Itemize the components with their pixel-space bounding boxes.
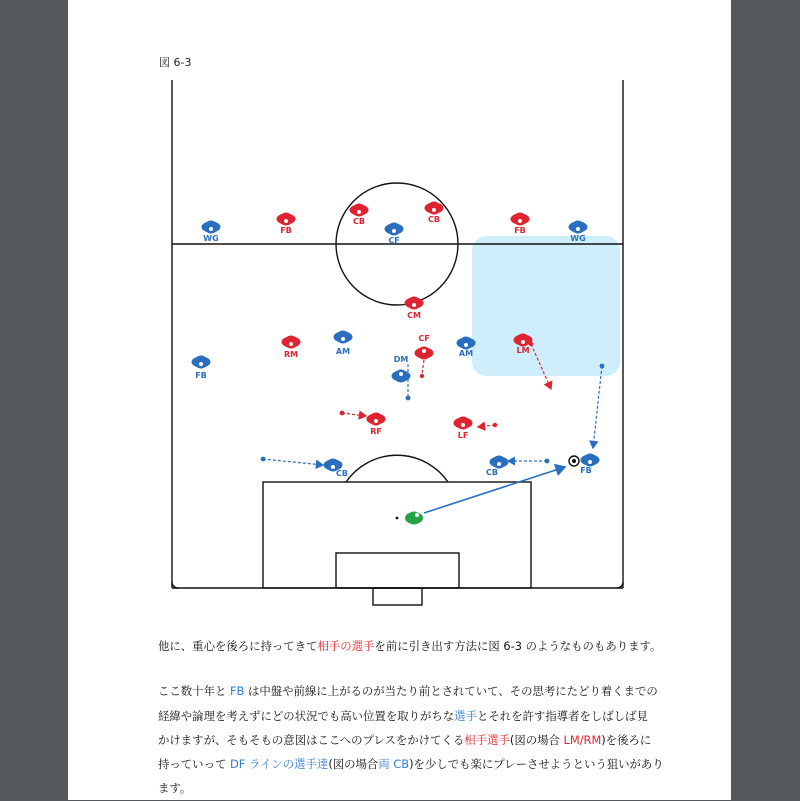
player-label: FB — [195, 371, 207, 380]
player-label: AM — [335, 347, 351, 356]
player-label: FB — [580, 466, 592, 475]
player-cb-red-right — [425, 202, 444, 225]
paragraph-2-line-3: かけますが、そもそもの意図はここへのプレスをかけてくる相手選手(図の場合 LM/RM)を後ろに — [158, 733, 652, 747]
player-label: CF — [418, 334, 430, 343]
document-page — [68, 0, 731, 800]
player-label: WG — [570, 234, 586, 243]
highlight-zone — [472, 236, 620, 376]
player-label: DM — [393, 355, 409, 364]
player-am-left — [334, 331, 353, 357]
player-cb-red-left — [350, 204, 369, 227]
paragraph-2-line-1: ここ数十年と FB は中盤や前線に上がるのが当たり前とされていて、その思考にたどり着くまでの — [158, 684, 658, 698]
player-label: RF — [370, 427, 382, 436]
player-label: AM — [458, 349, 474, 358]
player-label: CF — [388, 236, 400, 245]
player-wg-left — [202, 221, 221, 244]
paragraph-2-line-2: 経緯や論理を考えずにどの状況でも高い位置を取りがちな選手とそれを許す指導者をしばしば見 — [158, 709, 648, 723]
paragraph-2-line-4: 持っていって DF ラインの選手達(図の場合両 CB)を少しでも楽にプレーさせようという狙いがあり — [158, 757, 664, 771]
goalkeeper — [405, 512, 423, 525]
player-fb-left — [192, 356, 211, 381]
player-label: RM — [283, 350, 299, 359]
player-label: FB — [280, 226, 292, 235]
player-label: LM — [516, 346, 530, 355]
player-dm-blue — [392, 355, 411, 383]
player-cf-red — [415, 334, 434, 360]
player-rm-red — [282, 336, 301, 360]
ball-marker-dot — [396, 517, 399, 520]
player-label: CB — [486, 468, 498, 477]
player-fb-right — [580, 454, 599, 476]
player-lf-red — [454, 417, 473, 441]
player-label: CB — [353, 217, 365, 226]
player-cb-left — [324, 459, 348, 479]
paragraph-1: 他に、重心を後ろに持ってきて相手の選手を前に引き出す方法に図 6-3 のようなものもあります。 — [158, 639, 662, 653]
player-cb-right — [486, 456, 508, 478]
player-label: WG — [203, 234, 219, 243]
player-cf-blue — [385, 223, 404, 246]
player-label: CB — [336, 469, 348, 478]
player-rf-red — [367, 413, 386, 437]
player-fb-top-right — [511, 213, 530, 236]
ball-icon — [569, 456, 579, 466]
player-fb-top-left — [277, 213, 296, 236]
player-label: CB — [428, 215, 440, 224]
player-wg-right — [569, 221, 588, 244]
player-label: LF — [457, 431, 469, 440]
player-label: CM — [407, 311, 421, 320]
player-label: FB — [514, 226, 526, 235]
figure-label: 図 6-3 — [159, 56, 192, 69]
player-cm-red — [405, 297, 424, 321]
paragraph-2-line-5: ます。 — [158, 781, 192, 795]
